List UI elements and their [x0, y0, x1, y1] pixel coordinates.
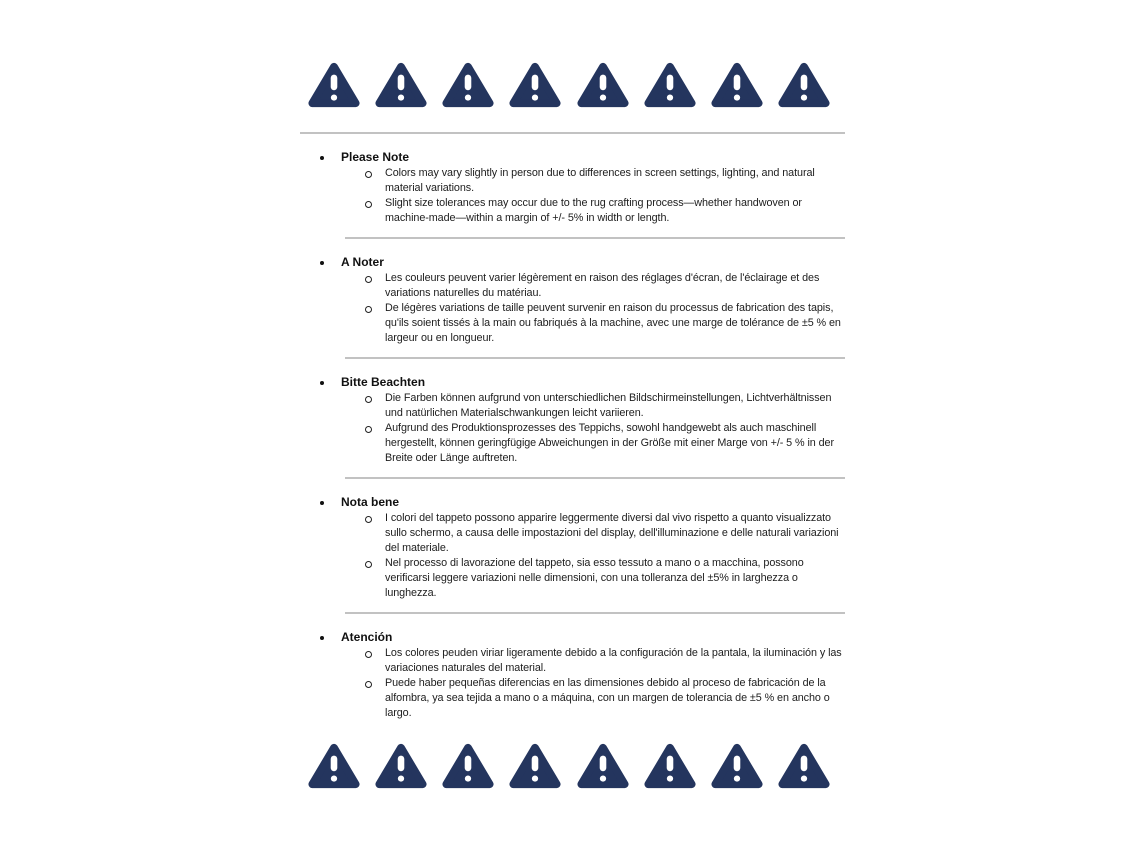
section-divider [345, 357, 845, 359]
document-page [300, 0, 845, 791]
note-text: De légères variations de taille peuvent survenir en raison du processus de fabrication des tapis, qu'ils soient tissés à la main ou fabriqués à la machine, avec une marge de tolérance de ±5 % en largeur ou en longueur. [385, 302, 841, 344]
bullet-icon [320, 381, 324, 385]
section-divider [345, 237, 845, 239]
bullet-icon [320, 501, 324, 505]
bullet-icon [320, 636, 324, 640]
warning-triangle-icon [375, 60, 427, 110]
note-section-german [300, 375, 845, 479]
section-divider [345, 477, 845, 479]
note-text: Slight size tolerances may occur due to the rug crafting process—whether handwoven or machine-made—within a margin of +/- 5% in width or length. [385, 197, 802, 224]
warning-triangle-icon [509, 60, 561, 110]
warning-triangle-icon [778, 60, 830, 110]
warning-triangle-icon [577, 741, 629, 791]
circle-bullet-icon [365, 276, 372, 283]
warning-triangle-row-bottom [308, 721, 830, 791]
note-text: Colors may vary slightly in person due to differences in screen settings, lighting, and natural material variations. [385, 167, 815, 194]
bullet-icon [320, 156, 324, 160]
warning-triangle-icon [711, 741, 763, 791]
circle-bullet-icon [365, 396, 372, 403]
note-section-english [300, 150, 845, 239]
circle-bullet-icon [365, 306, 372, 313]
warning-triangle-icon [442, 741, 494, 791]
warning-triangle-icon [778, 741, 830, 791]
warning-triangle-icon [644, 741, 696, 791]
circle-bullet-icon [365, 681, 372, 688]
circle-bullet-icon [365, 171, 372, 178]
warning-triangle-icon [577, 60, 629, 110]
warning-triangle-icon [711, 60, 763, 110]
note-section-spanish [300, 630, 845, 721]
circle-bullet-icon [365, 516, 372, 523]
note-text: Los colores peuden viriar ligeramente debido a la configuración de la pantala, la iluminación y las variaciones naturales del material. [385, 647, 842, 674]
warning-triangle-icon [308, 741, 360, 791]
warning-triangle-row-top [308, 0, 830, 110]
note-text: Nel processo di lavorazione del tappeto, sia esso tessuto a mano o a macchina, possono verificarsi leggere variazioni nelle dimensioni, con una tolleranza del ±5% in larghezza o lunghezza. [385, 557, 804, 599]
note-section-italian [300, 495, 845, 614]
warning-triangle-icon [509, 741, 561, 791]
note-text: Les couleurs peuvent varier légèrement en raison des réglages d'écran, de l'éclairage et des variations naturelles du matériau. [385, 272, 820, 299]
section-heading: Atención [341, 630, 393, 644]
note-section-french [300, 255, 845, 359]
bullet-icon [320, 261, 324, 265]
warning-triangle-icon [644, 60, 696, 110]
section-heading: Nota bene [341, 495, 400, 509]
circle-bullet-icon [365, 201, 372, 208]
note-text: Puede haber pequeñas diferencias en las dimensiones debido al proceso de fabricación de la alfombra, ya sea tejida a mano o a máquina, con un margen de tolerancia de ±5 % en ancho o largo. [385, 677, 830, 719]
note-text: Die Farben können aufgrund von unterschiedlichen Bildschirmeinstellungen, Lichtverhältnissen und natürlichen Materialschwankungen leicht variieren. [385, 392, 832, 419]
section-heading: Bitte Beachten [341, 375, 426, 389]
circle-bullet-icon [365, 651, 372, 658]
top-divider [300, 132, 845, 134]
note-text: I colori del tappeto possono apparire leggermente diversi dal vivo rispetto a quanto visualizzato sullo schermo, a causa delle impostazioni del display, dell'illuminazione e delle naturali variazioni del materiale. [385, 512, 839, 554]
warning-triangle-icon [308, 60, 360, 110]
warning-triangle-icon [375, 741, 427, 791]
circle-bullet-icon [365, 426, 372, 433]
warning-triangle-icon [442, 60, 494, 110]
section-heading: Please Note [341, 150, 410, 164]
circle-bullet-icon [365, 561, 372, 568]
note-text: Aufgrund des Produktionsprozesses des Teppichs, sowohl handgewebt als auch maschinell hergestellt, können geringfügige Abweichungen in der Größe mit einer Marge von +/- 5 % in der Breite oder Länge auftreten. [385, 422, 834, 464]
section-heading: A Noter [341, 255, 384, 269]
section-divider [345, 612, 845, 614]
